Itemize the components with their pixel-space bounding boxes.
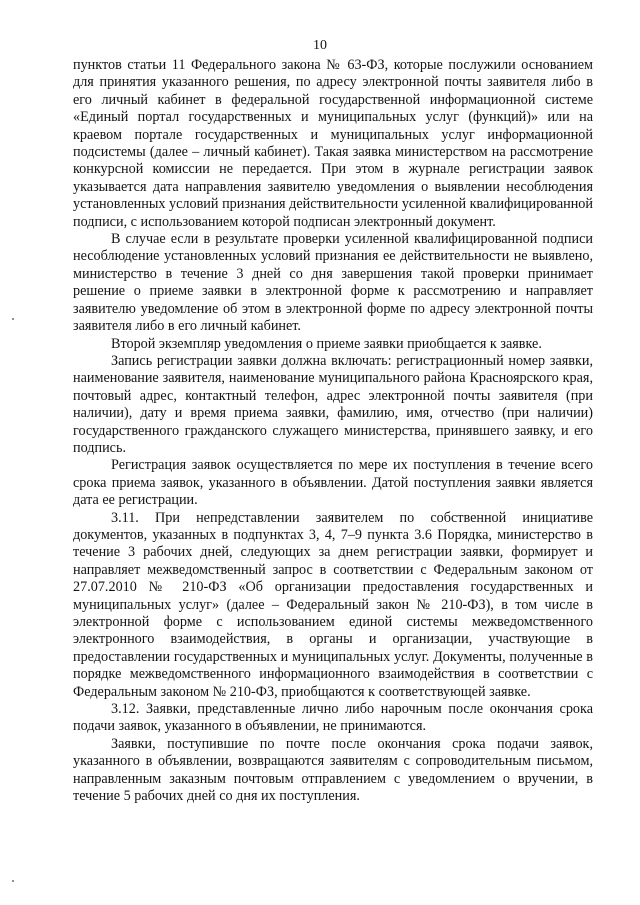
paragraph-registration-record: Запись регистрации заявки должна включать: регистрационный номер заявки, наименование заявителя, наименование муниципального района Красноярского края, почтовый адрес, контактный телефон, адрес электронной почты заявителя (при наличии), дату и время приема заявки, фамилию, имя, отчество (при наличии) государственного гражданского служащего министерства, принявшего заявку, и его подпись. bbox=[73, 352, 593, 456]
scan-speck bbox=[12, 880, 14, 882]
scan-speck bbox=[12, 318, 14, 320]
paragraph-second-copy: Второй экземпляр уведомления о приеме заявки приобщается к заявке. bbox=[111, 335, 542, 352]
paragraph-clause-3-12: 3.12. Заявки, представленные лично либо нарочным после окончания срока подачи заявок, указанного в объявлении, не принимаются. bbox=[73, 701, 593, 735]
paragraph-signature-valid: В случае если в результате проверки усиленной квалифицированной подписи несоблюдение установленных условий признания ее действительности не выявлено, министерство в течение 3 дней со дня завершения такой проверки принимает решение о приеме заявки в электронной форме к рассмотрению и направляет заявителю уведомление об этом в электронной форме по адресу электронной почты заявителя либо в его личный кабинет. bbox=[73, 231, 593, 335]
paragraph-continuation: пунктов статьи 11 Федерального закона № 63-ФЗ, которые послужили основанием для принятия указанного решения, по адресу электронной почты заявителя либо в его личный кабинет в федеральной государственной информационной системе «Единый портал государственных и муниципальных услуг (функций)» или на краевом портале государственных и муниципальных услуг информационной подсистемы (далее – личный кабинет). Такая заявка министерством на рассмотрение конкурсной комиссии не передается. При этом в журнале регистрации заявок указывается дата направления заявителю уведомления о выявлении несоблюдения установленных условий признания действительности усиленной квалифицированной подписи, с использованием которой подписан электронный документ. bbox=[73, 57, 593, 230]
page-number: 10 bbox=[313, 38, 327, 53]
paragraph-clause-3-11: 3.11. При непредставлении заявителем по собственной инициативе документов, указанных в подпунктах 3, 4, 7–9 пункта 3.6 Порядка, министерство в течение 3 рабочих дней, следующих за днем регистрации заявки, формирует и направляет межведомственный запрос в соответствии с Федеральным законом от 27.07.2010 № 210-ФЗ «Об организации предоставления государственных и муниципальных услуг» (далее – Федеральный закон № 210-ФЗ), в том числе в электронной форме с использованием единой системы межведомственного электронного взаимодействия, в органы и организации, участвующие в предоставлении государственных и муниципальных услуг. Документы, полученные в порядке межведомственного информационного взаимодействия в соответствии с Федеральным законом № 210-ФЗ, приобщаются к соответствующей заявке. bbox=[73, 509, 593, 700]
paragraph-registration-timing: Регистрация заявок осуществляется по мере их поступления в течение всего срока приема заявок, указанного в объявлении. Датой поступления заявки является дата ее регистрации. bbox=[73, 457, 593, 509]
document-body bbox=[73, 57, 593, 805]
paragraph-late-mail: Заявки, поступившие по почте после окончания срока подачи заявок, указанного в объявлении, возвращаются заявителям с сопроводительным письмом, направленным заказным почтовым отправлением с уведомлением о вручении, в течение 5 рабочих дней со дня их поступления. bbox=[73, 735, 593, 805]
